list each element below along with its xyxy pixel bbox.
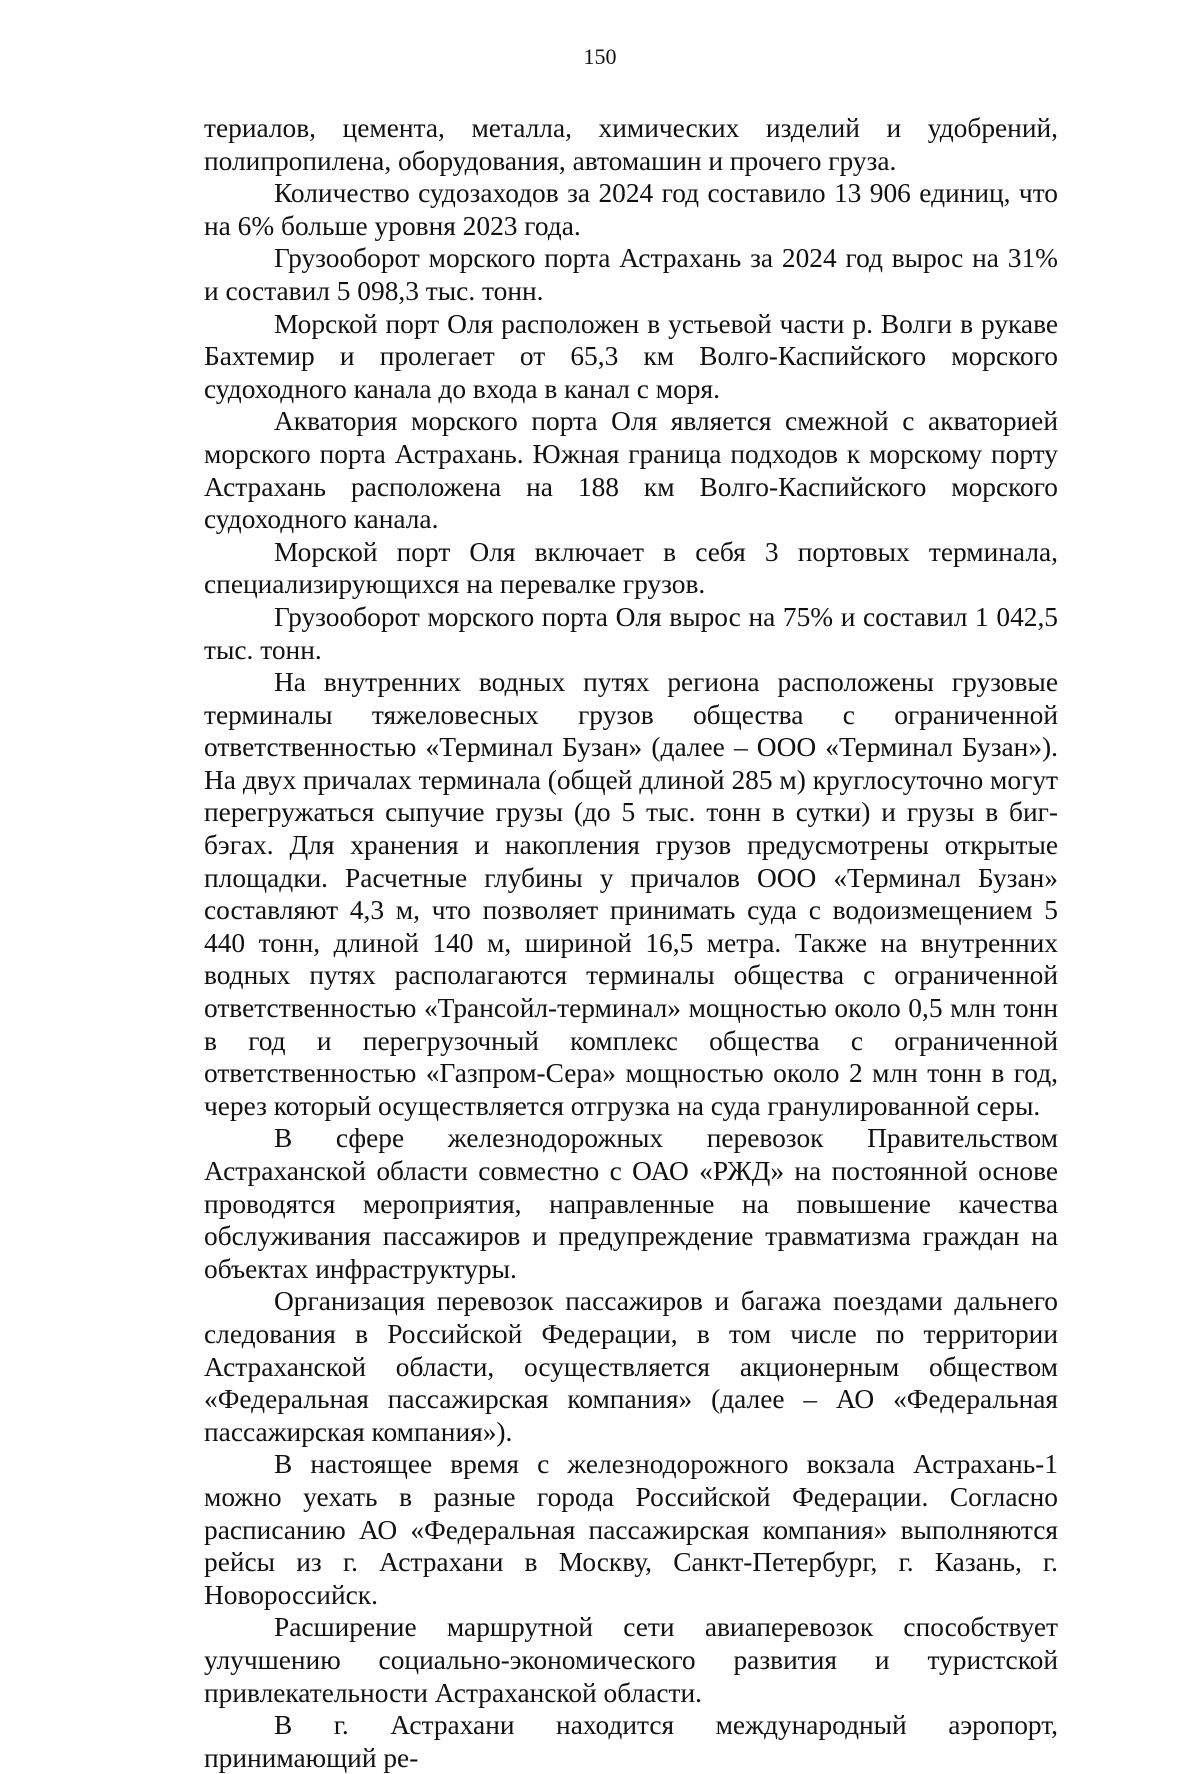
paragraph-port-calls: Количество судозаходов за 2024 год составило 13 906 единиц, что на 6% больше уровня 2023 года. (204, 178, 1058, 241)
paragraph-continuation: териалов, цемента, металла, химических изделий и удобрений, полипропилена, оборудования, автомашин и прочего груза. (204, 113, 1058, 176)
paragraph-inland-terminals: На внутренних водных путях региона расположены грузовые терминалы тяжеловесных грузов общества с ограниченной ответственностью «Терминал Бузан» (далее – ООО «Терминал Бузан»). На двух причалах терминала (общей длиной 285 м) круглосуточно могут перегружаться сыпучие грузы (до 5 тыс. тонн в сутки) и грузы в биг-бэгах. Для хранения и накопления грузов предусмотрены открытые площадки. Расчетные глубины у причалов ООО «Терминал Бузан» составляют 4,3 м, что позволяет принимать суда с водоизмещением 5 440 тонн, длиной 140 м, шириной 16,5 метра. Также на внутренних водных путях располагаются терминалы общества с ограниченной ответственностью «Трансойл-терминал» мощностью около 0,5 млн тонн в год и перегрузочный комплекс общества с ограниченной ответственностью «Газпром-Сера» мощностью около 2 млн тонн в год, через который осуществляется отгрузка на суда гранулированной серы. (204, 667, 1058, 1121)
paragraph-olya-turnover: Грузооборот морского порта Оля вырос на 75% и составил 1 042,5 тыс. тонн. (204, 601, 1058, 665)
paragraph-air-routes: Расширение маршрутной сети авиаперевозок способствует улучшению социально-экономического развития и туристской привлекательности Астраханской области. (204, 1612, 1058, 1708)
paragraph-airport: В г. Астрахани находится международный аэропорт, принимающий ре- (204, 1710, 1058, 1773)
paragraph-olya-water-area: Акватория морского порта Оля является смежной с акваторией морского порта Астрахань. Южная граница подходов к морскому порту Астрахань расположена на 188 км Волго-Каспийского морского судоходного канала. (204, 406, 1058, 535)
page-number: 150 (583, 44, 617, 69)
paragraph-railway-routes: В настоящее время с железнодорожного вокзала Астрахань-1 можно уехать в разные города Российской Федерации. Согласно расписанию АО «Федеральная пассажирская компания» выполняются рейсы из г. Астрахани в Москву, Санкт-Петербург, г. Казань, г. Новороссийск. (204, 1449, 1058, 1610)
paragraph-railway: В сфере железнодорожных перевозок Правительством Астраханской области совместно с ОАО «РЖД» на постоянной основе проводятся мероприятия, направленные на повышение качества обслуживания пассажиров и предупреждение травматизма граждан на объектах инфраструктуры. (204, 1123, 1058, 1284)
paragraph-passenger-company: Организация перевозок пассажиров и багажа поездами дальнего следования в Российской Федерации, в том числе по территории Астраханской области, осуществляется акционерным обществом «Федеральная пассажирская компания» (далее – АО «Федеральная пассажирская компания»). (204, 1286, 1058, 1447)
body-text (204, 112, 1058, 1774)
paragraph-olya-terminals: Морской порт Оля включает в себя 3 портовых терминала, специализирующихся на перевалке грузов. (204, 536, 1058, 600)
paragraph-astrakhan-turnover: Грузооборот морского порта Астрахань за 2024 год вырос на 31% и составил 5 098,3 тыс. тонн. (204, 243, 1058, 306)
paragraph-olya-location: Морской порт Оля расположен в устьевой части р. Волги в рукаве Бахтемир и пролегает от 65,3 км Волго-Каспийского морского судоходного канала до входа в канал с моря. (204, 308, 1058, 404)
